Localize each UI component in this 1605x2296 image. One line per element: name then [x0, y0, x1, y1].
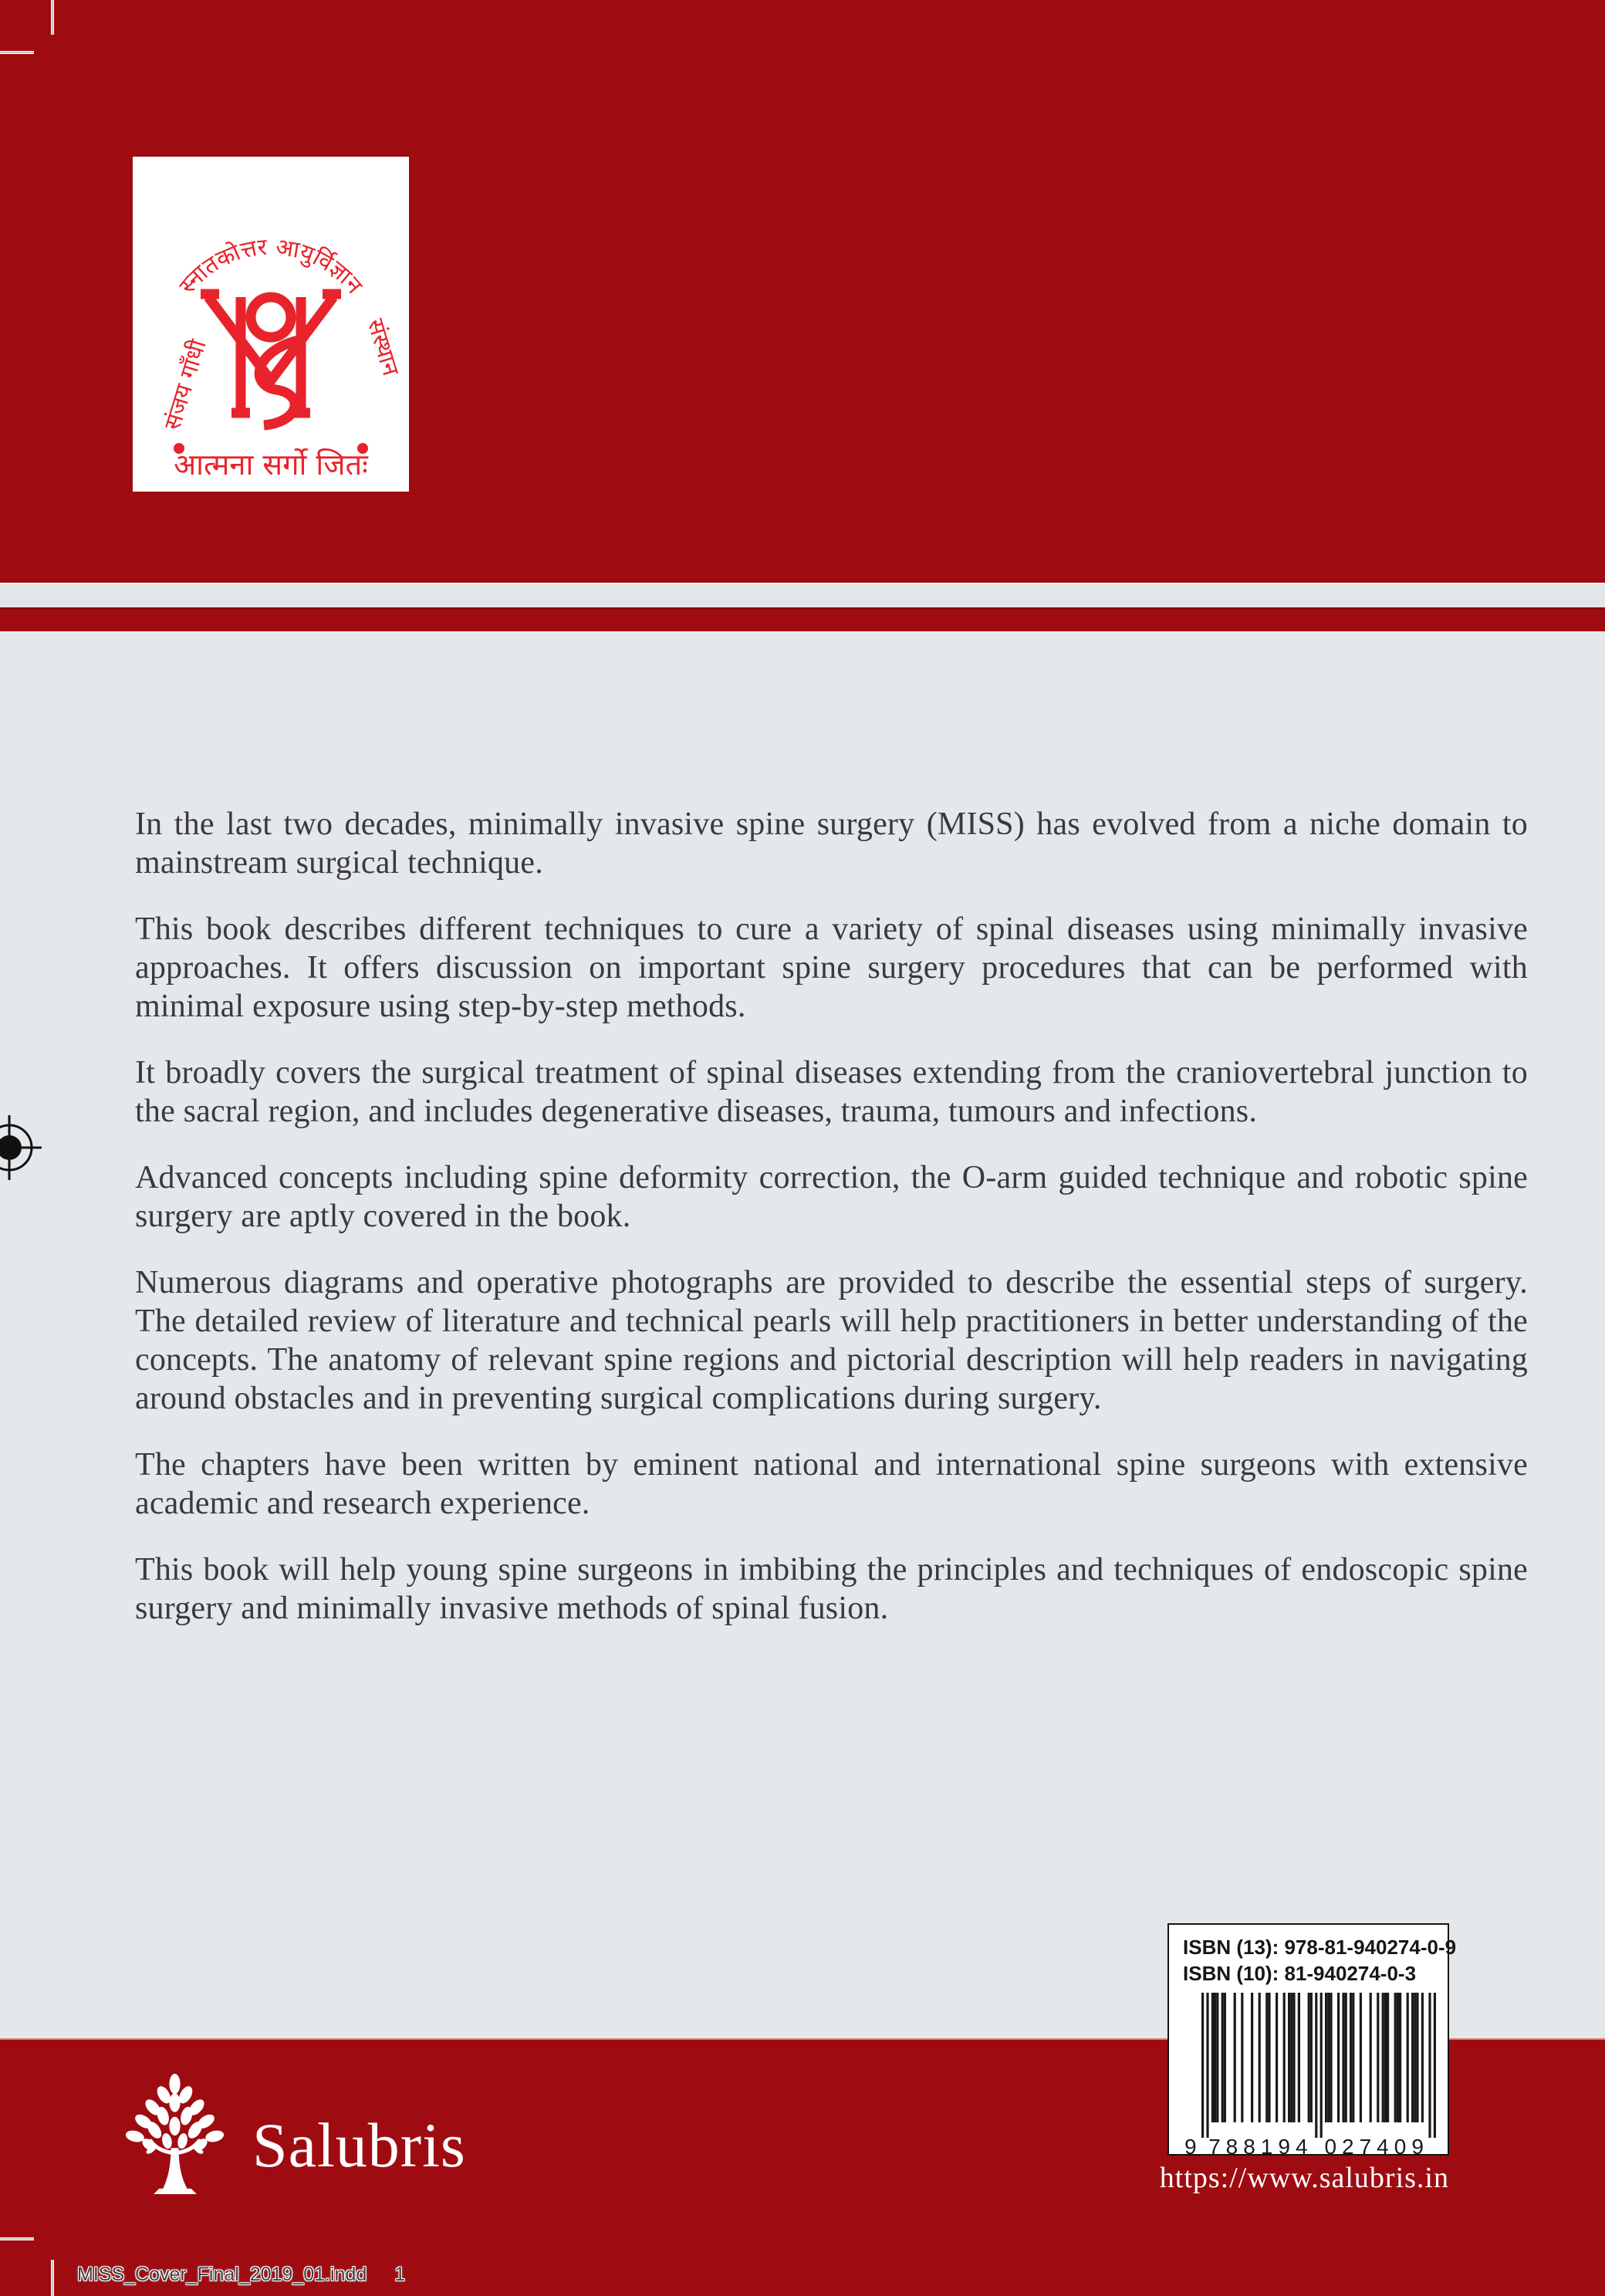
publisher-name: Salubris	[252, 2110, 466, 2180]
sgpgi-emblem-icon	[133, 157, 409, 492]
blurb-paragraph: Numerous diagrams and operative photographs are provided to describe the essential steps of surgery. The detailed review of literature and technical pearls will help practitioners in better understanding of the concepts. The anatomy of relevant spine regions and pictorial description will help readers in navigating around obstacles and in preventing surgical complications during surgery.	[135, 1265, 1528, 1416]
blurb-paragraph: This book describes different techniques to cure a variety of spinal diseases using minimally invasive approaches. It offers discussion on important spine surgery procedures that can be performed with minimal exposure using step-by-step methods.	[135, 911, 1528, 1024]
blurb-paragraph: It broadly covers the surgical treatment of spinal diseases extending from the craniovertebral junction to the sacral region, and includes degenerative diseases, trauma, tumours and infections.	[135, 1055, 1528, 1129]
svg-text:027409: 027409	[1324, 2135, 1429, 2156]
separator-red-band	[0, 607, 1605, 631]
crop-mark-bottom-left-vertical	[51, 2260, 54, 2296]
separator-gray-band	[0, 583, 1605, 607]
isbn13-label: ISBN (13): 978-81-940274-0-9	[1183, 1936, 1457, 1959]
slug-filename: MISS_Cover_Final_2019_01.indd	[77, 2264, 367, 2285]
registration-mark-icon	[0, 1114, 43, 1182]
isbn-box	[1167, 1923, 1457, 2156]
crop-mark-top-left-vertical	[51, 0, 54, 35]
top-red-section	[0, 0, 1605, 583]
svg-text:9: 9	[1184, 2135, 1202, 2156]
emblem-motto: आत्मना सर्गो जितः	[174, 448, 368, 482]
ean13-barcode-icon	[1183, 1993, 1438, 2156]
blurb-section	[135, 805, 1528, 1655]
blurb-paragraph: The chapters have been written by eminent national and international spine surgeons with extensive academic and research experience.	[135, 1447, 1528, 1521]
blurb-paragraph: Advanced concepts including spine deformity correction, the O-arm guided technique and robotic spine surgery are aptly covered in the book.	[135, 1160, 1528, 1234]
barcode	[1183, 1993, 1448, 2160]
publisher-website-url: https://www.salubris.in	[1159, 2162, 1449, 2194]
blurb-paragraph: This book will help young spine surgeons in imbibing the principles and techniques of endoscopic spine surgery and minimally invasive methods of spinal fusion.	[135, 1552, 1528, 1626]
crop-mark-bottom-left-horizontal	[0, 2237, 34, 2240]
emblem-left-text: संजय गाँधी	[159, 336, 212, 434]
print-slug	[77, 2264, 405, 2286]
slug-page-number: 1	[394, 2264, 406, 2285]
crop-mark-top-left-horizontal	[0, 51, 34, 54]
isbn10-label: ISBN (10): 81-940274-0-3	[1183, 1962, 1417, 1985]
blurb-paragraph: In the last two decades, minimally invasive spine surgery (MISS) has evolved from a niche domain to mainstream surgical technique.	[135, 806, 1528, 881]
svg-text:788194: 788194	[1208, 2135, 1313, 2156]
salubris-tree-icon	[126, 2073, 225, 2194]
emblem-right-text: संस्थान	[361, 316, 404, 380]
emblem-arc-text: स्नातकोत्तर आयुर्विज्ञान	[174, 233, 368, 299]
emblem-monogram-icon	[201, 294, 341, 425]
publisher-emblem	[133, 157, 409, 492]
